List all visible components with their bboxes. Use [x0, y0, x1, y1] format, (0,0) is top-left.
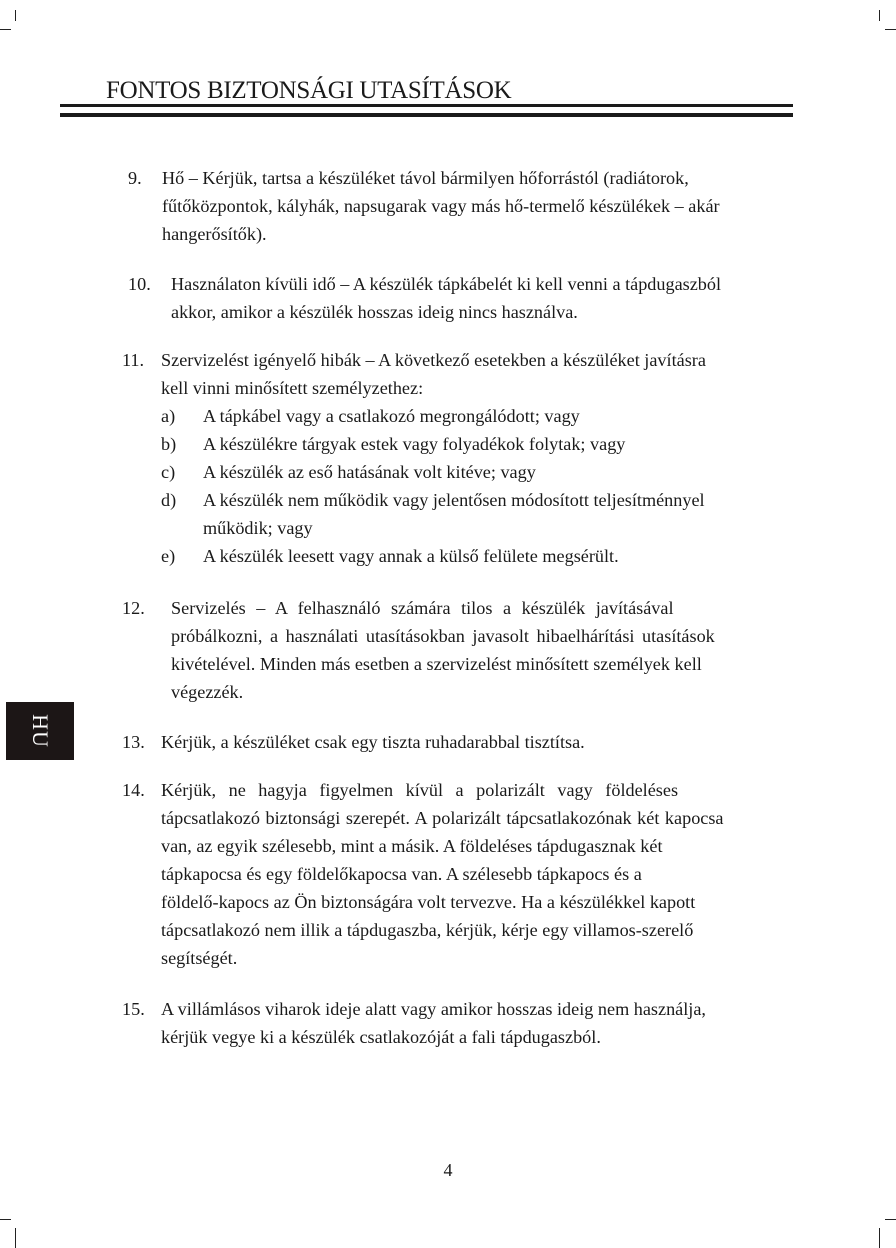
item-line: van, az egyik szélesebb, mint a másik. A földeléses tápdugasznak két — [161, 836, 663, 856]
list-item-13 — [122, 728, 792, 756]
subitem-d — [161, 486, 781, 542]
crop-mark-bottom-right-horizontal — [885, 1219, 896, 1220]
list-item-14 — [122, 776, 797, 972]
item-number: 13. — [122, 732, 145, 752]
list-item-15 — [122, 995, 792, 1051]
subitem-b — [161, 430, 781, 458]
item-number: 15. — [122, 999, 145, 1019]
item-line: Hő – Kérjük, tartsa a készüléket távol bármilyen hőforrástól (radiátorok, — [162, 168, 689, 188]
item-number: 11. — [122, 350, 145, 370]
list-item-11 — [122, 346, 792, 402]
item-line: A készülékre tárgyak estek vagy folyadékok folytak; vagy — [203, 434, 626, 454]
crop-mark-top-right-horizontal — [885, 29, 896, 30]
subitem-c — [161, 458, 781, 486]
subitem-label: c) — [161, 462, 176, 482]
item-line: próbálkozni, a használati utasításokban javasolt hibaelhárítási utasítások — [171, 626, 715, 646]
item-line: kivételével. Minden más esetben a szervizelést minősített személyek kell — [171, 654, 702, 674]
header-rule-thin — [60, 104, 793, 107]
item-line: Servizelés – A felhasználó számára tilos a készülék javításával — [171, 598, 674, 618]
item-number: 10. — [128, 274, 151, 294]
item-line: Kérjük, ne hagyja figyelmen kívül a polarizált vagy földeléses — [161, 780, 679, 800]
item-line: kérjük vegye ki a készülék csatlakozóját a fali tápdugaszból. — [161, 1027, 601, 1047]
item-line: földelő-kapocs az Ön biztonságára volt tervezve. Ha a készülékkel kapott — [161, 892, 696, 912]
crop-mark-bottom-right-vertical — [879, 1228, 880, 1248]
crop-mark-top-right-vertical — [879, 10, 880, 21]
item-number: 9. — [128, 168, 142, 188]
subitem-a — [161, 402, 781, 430]
list-item-12 — [122, 594, 792, 706]
language-code: HU — [28, 714, 53, 748]
item-number: 12. — [122, 598, 145, 618]
crop-mark-bottom-left-vertical — [15, 1228, 16, 1248]
crop-mark-top-left-horizontal — [0, 29, 11, 30]
item-line: Használaton kívüli idő – A készülék tápkábelét ki kell venni a tápdugaszból — [171, 274, 722, 294]
subitem-label: d) — [161, 490, 177, 510]
header-rule-thick — [60, 113, 793, 117]
item-line: tápcsatlakozó biztonsági szerepét. A polarizált tápcsatlakozónak két kapocsa — [161, 808, 724, 828]
item-line: Kérjük, a készüléket csak egy tiszta ruhadarabbal tisztítsa. — [161, 732, 585, 752]
item-line: segítségét. — [161, 948, 238, 968]
language-side-tab — [6, 702, 74, 760]
item-line: akkor, amikor a készülék hosszas ideig nincs használva. — [171, 302, 578, 322]
item-line: A készülék nem működik vagy jelentősen módosított teljesítménnyel — [203, 490, 705, 510]
subitem-e — [161, 542, 781, 570]
item-line: A készülék az eső hatásának volt kitéve; vagy — [203, 462, 536, 482]
subitem-label: a) — [161, 406, 176, 426]
item-line: végezzék. — [171, 682, 244, 702]
page-title: FONTOS BIZTONSÁGI UTASÍTÁSOK — [106, 77, 512, 104]
list-item-9 — [128, 164, 788, 248]
subitem-label: e) — [161, 546, 176, 566]
item-line: fűtőközpontok, kályhák, napsugarak vagy más hő-termelő készülékek – akár — [162, 196, 720, 216]
item-line: A tápkábel vagy a csatlakozó megrongálódott; vagy — [203, 406, 580, 426]
list-item-10 — [128, 270, 788, 326]
crop-mark-bottom-left-horizontal — [0, 1219, 11, 1220]
item-line: kell vinni minősített személyzethez: — [161, 378, 424, 398]
crop-mark-top-left-vertical — [15, 10, 16, 21]
item-line: tápkapocsa és egy földelőkapocsa van. A szélesebb tápkapocs és a — [161, 864, 642, 884]
page-number: 4 — [443, 1160, 453, 1180]
item-line: Szervizelést igényelő hibák – A következő esetekben a készüléket javításra — [161, 350, 706, 370]
item-line: A villámlásos viharok ideje alatt vagy amikor hosszas ideig nem használja, — [161, 999, 706, 1019]
item-line: hangerősítők). — [162, 224, 267, 244]
item-line: tápcsatlakozó nem illik a tápdugaszba, kérjük, kérje egy villamos-szerelő — [161, 920, 694, 940]
item-line: A készülék leesett vagy annak a külső felülete megsérült. — [203, 546, 619, 566]
item-number: 14. — [122, 780, 145, 800]
subitem-label: b) — [161, 434, 177, 454]
item-line: működik; vagy — [203, 518, 313, 538]
